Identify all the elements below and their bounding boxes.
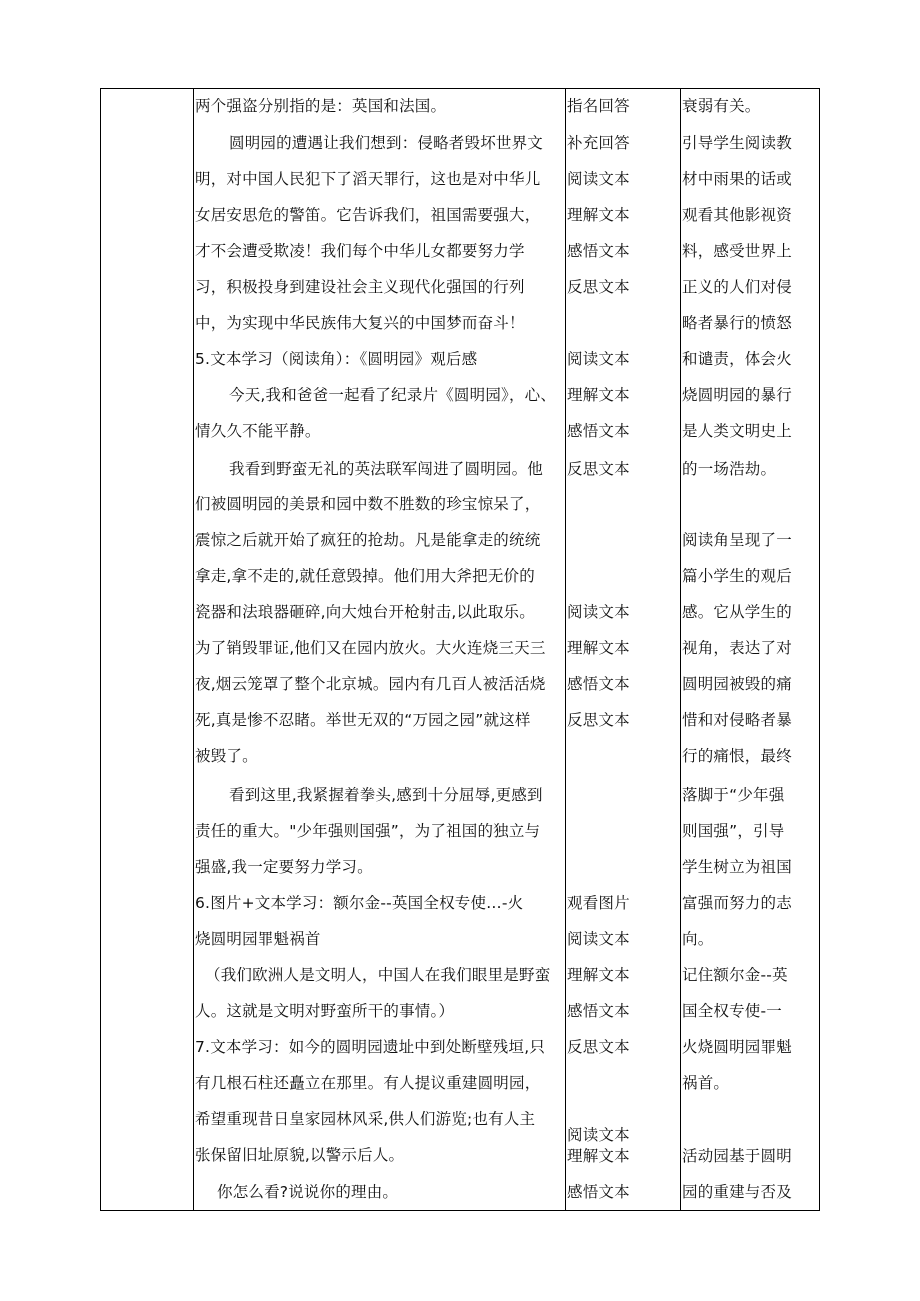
intent-line: 引导学生阅读教 [682, 134, 792, 152]
content-line: 人。这就是文明对野蛮所干的事情。） [195, 1002, 455, 1020]
intent-line: 烧圆明园的暴行 [682, 386, 792, 404]
activity-item: 理解文本 [567, 966, 630, 984]
activity-item: 理解文本 [567, 206, 630, 224]
activity-item: 反思文本 [567, 711, 630, 729]
activity-item: 阅读文本 [567, 603, 630, 621]
intent-line: 感。它从学生的 [682, 603, 792, 621]
intent-line: 祸首。 [682, 1074, 730, 1092]
intent-line: 富强而努力的志 [682, 894, 792, 912]
intent-line: 篇小学生的观后 [682, 567, 792, 585]
table-divider-3 [680, 88, 681, 1211]
content-line: 两个强盗分别指的是：英国和法国。 [195, 97, 447, 115]
intent-line: 阅读角呈现了一 [682, 531, 792, 549]
table-top-border [100, 88, 820, 89]
intent-line: 惜和对侵略者暴 [682, 711, 792, 729]
content-line: 烧圆明园罪魁祸首 [195, 930, 321, 948]
content-line: （我们欧洲人是文明人，中国人在我们眼里是野蛮 [205, 966, 551, 984]
content-line: 希望重现昔日皇家园林风采,供人们游览;也有人主 [195, 1110, 536, 1128]
content-line: 你怎么看?说说你的理由。 [217, 1183, 399, 1201]
activity-item: 感悟文本 [567, 675, 630, 693]
content-line: 被毁了。 [195, 747, 258, 765]
content-line: 张保留旧址原貌,以警示后人。 [195, 1146, 405, 1164]
intent-line: 材中雨果的话或 [682, 170, 792, 188]
activity-item: 补充回答 [567, 134, 630, 152]
content-line: 圆明园的遭遇让我们想到：侵略者毁坏世界文 [229, 134, 544, 152]
intent-line: 落脚于“少年强 [682, 786, 785, 804]
intent-line: 衰弱有关。 [682, 97, 761, 115]
activity-item: 观看图片 [567, 894, 630, 912]
intent-line: 国全权专使-一 [682, 1002, 782, 1020]
activity-item: 反思文本 [567, 460, 630, 478]
intent-line: 正义的人们对侵 [682, 278, 792, 296]
intent-line: 火烧圆明园罪魁 [682, 1038, 792, 1056]
activity-item: 反思文本 [567, 1038, 630, 1056]
intent-line: 园的重建与否及 [682, 1183, 792, 1201]
activity-item: 感悟文本 [567, 422, 630, 440]
activity-item: 阅读文本 [567, 170, 630, 188]
intent-line: 料，感受世界上 [682, 242, 792, 260]
content-line: 明，对中国人民犯下了滔天罪行，这也是对中华儿 [195, 170, 541, 188]
activity-item: 感悟文本 [567, 242, 630, 260]
content-line: 情久久不能平静。 [195, 422, 321, 440]
content-line: 震惊之后就开始了疯狂的抢劫。凡是能拿走的统统 [195, 531, 541, 549]
intent-line: 观看其他影视资 [682, 206, 792, 224]
intent-line: 活动园基于圆明 [682, 1147, 792, 1165]
content-line: 女居安思危的警笛。它告诉我们，祖国需要强大， [195, 206, 541, 224]
intent-line: 圆明园被毁的痛 [682, 675, 792, 693]
content-line: 死,真是惨不忍睹。举世无双的“万园之园”就这样 [195, 711, 531, 729]
intent-line: 略者暴行的愤怒 [682, 314, 792, 332]
content-line: 有几根石柱还矗立在那里。有人提议重建圆明园， [195, 1074, 541, 1092]
activity-item: 理解文本 [567, 386, 630, 404]
content-line: 夜,烟云笼罩了整个北京城。园内有几百人被活活烧 [195, 675, 546, 693]
table-border-right [819, 88, 820, 1211]
activity-item: 感悟文本 [567, 1183, 630, 1201]
content-line: 今天,我和爸爸一起看了纪录片《圆明园》，心、 [229, 386, 557, 404]
activity-item: 指名回答 [567, 97, 630, 115]
content-line: 我看到野蛮无礼的英法联军闯进了圆明园。他 [229, 460, 544, 478]
content-line: 拿走,拿不走的,就任意毁掉。他们用大斧把无价的 [195, 567, 535, 585]
content-line: 才不会遭受欺凌！我们每个中华儿女都要努力学 [195, 242, 525, 260]
content-line: 为了销毁罪证,他们又在园内放火。大火连烧三天三 [195, 639, 546, 657]
intent-line: 的一场浩劫。 [682, 460, 777, 478]
intent-line: 向。 [682, 930, 714, 948]
table-bottom-border [100, 1210, 820, 1211]
content-line: 瓷器和法琅器砸碎,向大烛台开枪射击,以此取乐。 [195, 603, 535, 621]
content-line: 们被圆明园的美景和园中数不胜数的珍宝惊呆了， [195, 495, 541, 513]
content-line: 习，积极投身到建设社会主义现代化强国的行列 [195, 278, 525, 296]
table-divider-1 [193, 88, 194, 1211]
activity-item: 感悟文本 [567, 1002, 630, 1020]
activity-item: 反思文本 [567, 278, 630, 296]
content-line: 看到这里,我紧握着拳头,感到十分屈辱,更感到 [229, 786, 543, 804]
activity-item: 阅读文本 [567, 350, 630, 368]
content-line: 责任的重大。"少年强则国强”，为了祖国的独立与 [195, 822, 541, 840]
intent-line: 和谴责，体会火 [682, 350, 792, 368]
activity-item: 阅读文本 [567, 930, 630, 948]
intent-line: 学生树立为祖国 [682, 858, 792, 876]
intent-line: 视角，表达了对 [682, 639, 792, 657]
intent-line: 则国强”，引导 [682, 822, 785, 840]
section-heading: 5.文本学习（阅读角）：《圆明园》观后感 [195, 350, 478, 368]
section-heading: 6.图片+文本学习：额尔金--英国全权专使…-火 [195, 894, 524, 912]
intent-line: 是人类文明史上 [682, 422, 792, 440]
intent-line: 记住额尔金--英 [682, 966, 788, 984]
section-heading: 7.文本学习：如今的圆明园遗址中到处断壁残垣,只 [195, 1038, 546, 1056]
activity-item: 理解文本 [567, 639, 630, 657]
activity-item: 理解文本 [567, 1147, 630, 1165]
activity-item: 阅读文本 [567, 1126, 630, 1144]
content-line: 强盛,我一定要努力学习。 [195, 858, 373, 876]
table-cell-stage [101, 88, 193, 1210]
intent-line: 行的痛恨，最终 [682, 747, 792, 765]
table-divider-2 [565, 88, 566, 1211]
content-line: 中，为实现中华民族伟大复兴的中国梦而奋斗！ [195, 314, 525, 332]
